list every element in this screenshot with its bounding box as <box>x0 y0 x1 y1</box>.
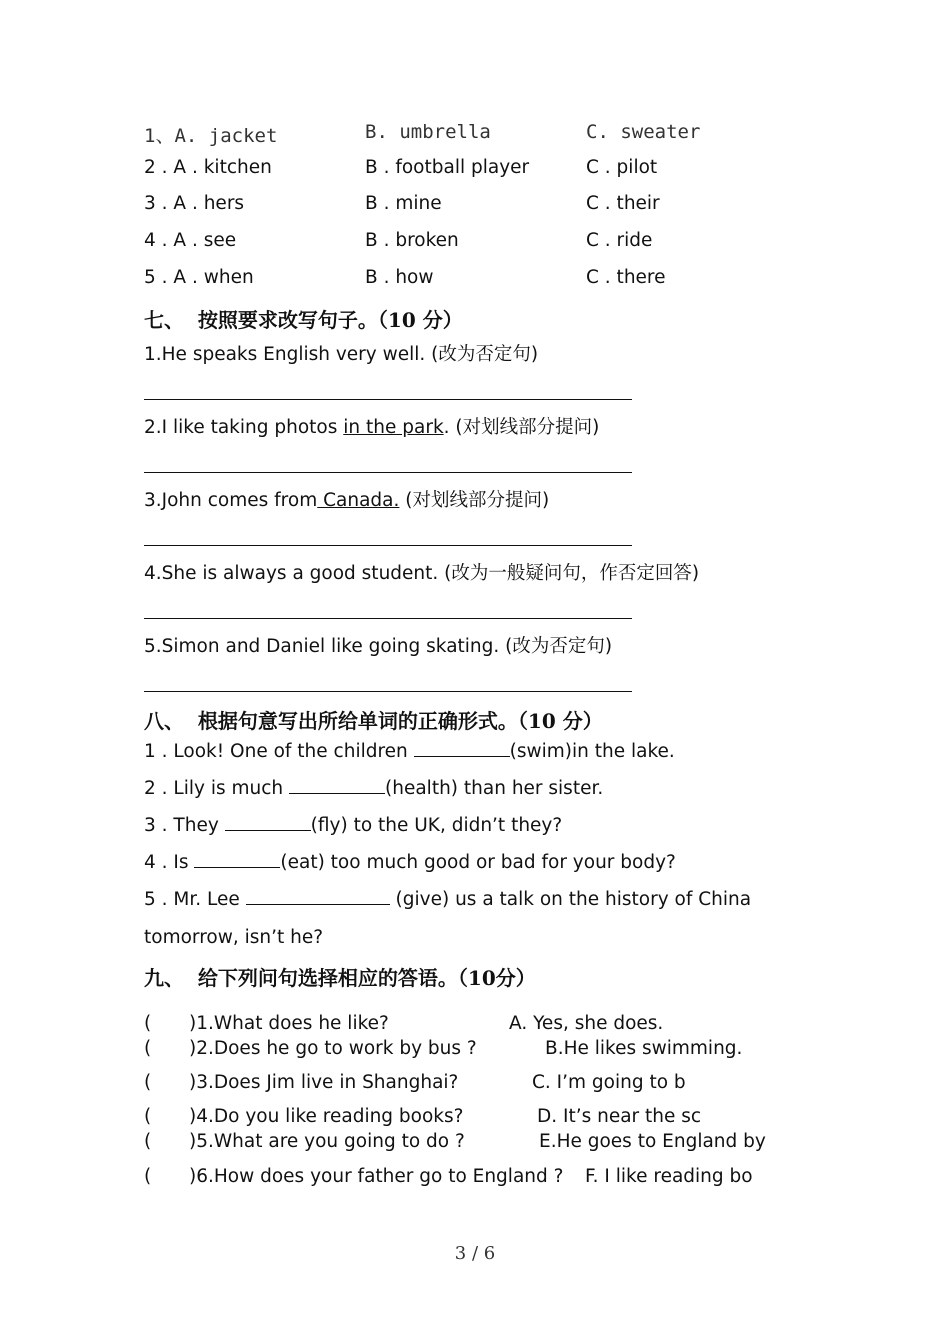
underlined-phrase: in the park <box>343 417 444 438</box>
rewrite-question-2: 2.I like taking photos in the park. (对划线部分提问) <box>144 417 600 438</box>
option-row-1-a: 1、A. jacket <box>144 125 278 147</box>
fill-blank[interactable] <box>246 890 390 905</box>
answer-line-2[interactable] <box>144 472 632 473</box>
matching-answer-e: E.He goes to England by <box>539 1131 766 1152</box>
answer-paren[interactable]: ( <box>144 1166 152 1187</box>
matching-question-2: )2.Does he go to work by bus ? <box>189 1038 477 1059</box>
word-form-question-3: 3 . They (fly) to the UK, didn’t they? <box>144 815 563 836</box>
answer-line-5[interactable] <box>144 691 632 692</box>
option-row-5-a: 5 . A . when <box>144 267 254 288</box>
section-8-heading: 八、 根据句意写出所给单词的正确形式。（10 分） <box>144 709 603 733</box>
word-form-question-2: 2 . Lily is much (health) than her sister. <box>144 778 604 799</box>
option-row-3-a: 3 . A . hers <box>144 193 245 214</box>
option-row-4-c: C . ride <box>586 230 653 251</box>
matching-answer-c: C. I’m going to b <box>532 1072 686 1093</box>
rewrite-question-5: 5.Simon and Daniel like going skating. (改为否定句) <box>144 636 613 657</box>
option-row-5-b: B . how <box>365 267 434 288</box>
fill-blank[interactable] <box>225 816 311 831</box>
answer-paren[interactable]: ( <box>144 1106 152 1127</box>
matching-answer-a: A. Yes, she does. <box>509 1013 664 1034</box>
answer-line-4[interactable] <box>144 618 632 619</box>
option-row-3-c: C . their <box>586 193 660 214</box>
answer-paren[interactable]: ( <box>144 1038 152 1059</box>
word-form-question-5: 5 . Mr. Lee (give) us a talk on the history of China <box>144 889 752 910</box>
matching-answer-b: B.He likes swimming. <box>545 1038 743 1059</box>
word-form-question-1: 1 . Look! One of the children (swim)in the lake. <box>144 741 675 762</box>
matching-question-6: )6.How does your father go to England ? <box>189 1166 564 1187</box>
answer-line-3[interactable] <box>144 545 632 546</box>
word-form-question-4: 4 . Is (eat) too much good or bad for your body? <box>144 852 676 873</box>
rewrite-question-1: 1.He speaks English very well. (改为否定句) <box>144 344 539 365</box>
answer-paren[interactable]: ( <box>144 1072 152 1093</box>
option-row-2-b: B . football player <box>365 157 530 178</box>
word-form-question-5-continued: tomorrow, isn’t he? <box>144 927 324 948</box>
fill-blank[interactable] <box>289 779 385 794</box>
option-row-4-a: 4 . A . see <box>144 230 237 251</box>
matching-question-5: )5.What are you going to do ? <box>189 1131 465 1152</box>
answer-paren[interactable]: ( <box>144 1131 152 1152</box>
option-row-2-a: 2 . A . kitchen <box>144 157 272 178</box>
matching-question-3: )3.Does Jim live in Shanghai? <box>189 1072 459 1093</box>
underlined-phrase: Canada. <box>317 490 400 511</box>
section-9-heading: 九、 给下列问句选择相应的答语。（10分） <box>144 966 536 990</box>
fill-blank[interactable] <box>414 742 510 757</box>
option-row-4-b: B . broken <box>365 230 459 251</box>
matching-question-1: )1.What does he like? <box>189 1013 389 1034</box>
fill-blank[interactable] <box>194 853 280 868</box>
matching-question-4: )4.Do you like reading books? <box>189 1106 464 1127</box>
page-number: 3 / 6 <box>454 1243 496 1264</box>
section-7-heading: 七、 按照要求改写句子。（10 分） <box>144 308 463 332</box>
rewrite-question-3: 3.John comes from Canada. (对划线部分提问) <box>144 490 550 511</box>
option-row-3-b: B . mine <box>365 193 442 214</box>
answer-paren[interactable]: ( <box>144 1013 152 1034</box>
answer-line-1[interactable] <box>144 399 632 400</box>
option-row-1-c: C. sweater <box>586 121 701 143</box>
matching-answer-d: D. It’s near the sc <box>537 1106 702 1127</box>
option-row-1-b: B. umbrella <box>365 121 491 143</box>
option-row-5-c: C . there <box>586 267 666 288</box>
option-row-2-c: C . pilot <box>586 157 658 178</box>
matching-answer-f: F. I like reading bo <box>585 1166 753 1187</box>
rewrite-question-4: 4.She is always a good student. (改为一般疑问句，作否定回答) <box>144 563 700 584</box>
